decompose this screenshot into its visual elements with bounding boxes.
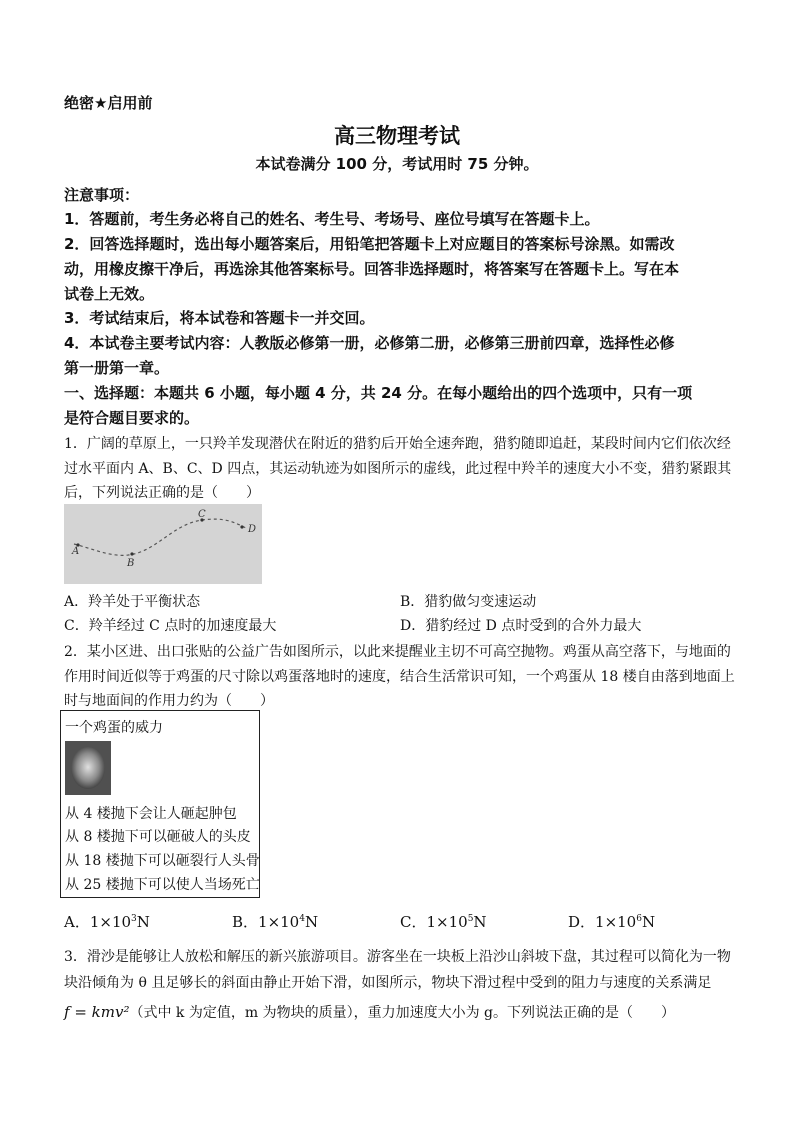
q2-stem-line-3: 时与地面间的作用力约为（ ） bbox=[64, 693, 274, 709]
confidential-mark: 绝密★启用前 bbox=[64, 94, 153, 112]
section-heading-line-2: 是符合题目要求的。 bbox=[64, 409, 200, 427]
option-label: D． bbox=[568, 913, 596, 931]
q1-stem-line-1: 1．广阔的草原上，一只羚羊发现潜伏在附近的猎豹后开始全速奔跑，猎豹随即追赶，某段时间内它们依次经 bbox=[64, 436, 731, 452]
q2-option-d[interactable] bbox=[568, 911, 655, 932]
trajectory-svg bbox=[64, 504, 262, 584]
q3-formula: f = kmv² bbox=[64, 1003, 130, 1021]
option-mantissa: 1×10 bbox=[595, 913, 637, 931]
poster-title: 一个鸡蛋的威力 bbox=[65, 720, 163, 736]
q1-option-b[interactable]: B．猎豹做匀变速运动 bbox=[400, 594, 537, 610]
q1-option-d[interactable]: D．猎豹经过 D 点时受到的合外力最大 bbox=[400, 618, 642, 634]
q2-stem-line-2: 作用时间近似等于鸡蛋的尺寸除以鸡蛋落地时的速度，结合生活常识可知，一个鸡蛋从 18 楼自由落到地面上 bbox=[64, 669, 735, 685]
option-mantissa: 1×10 bbox=[89, 913, 132, 931]
point-d-dot bbox=[240, 525, 243, 528]
q3-stem-line-2: 块沿倾角为 θ 且足够长的斜面由静止开始下滑，如图所示，物块下滑过程中受到的阻力与速度的关系满足 bbox=[64, 975, 712, 991]
option-exponent: 3 bbox=[131, 914, 137, 924]
option-label: B． bbox=[232, 913, 259, 931]
note-1: 1．答题前，考生务必将自己的姓名、考生号、考场号、座位号填写在答题卡上。 bbox=[64, 210, 600, 228]
option-mantissa: 1×10 bbox=[426, 913, 468, 931]
poster-line-4: 从 25 楼抛下可以使人当场死亡 bbox=[65, 877, 260, 893]
section-heading-line-1: 一、选择题：本题共 6 小题，每小题 4 分，共 24 分。在每小题给出的四个选项中，只有一项 bbox=[64, 384, 693, 402]
option-exponent: 6 bbox=[636, 914, 642, 924]
option-label: C． bbox=[400, 913, 427, 931]
note-3: 3．考试结束后，将本试卷和答题卡一并交回。 bbox=[64, 309, 375, 327]
page-title: 高三物理考试 bbox=[334, 124, 460, 148]
note-2-line-3: 试卷上无效。 bbox=[64, 285, 155, 303]
option-unit: N bbox=[136, 913, 150, 931]
option-unit: N bbox=[304, 913, 319, 931]
exam-subtitle: 本试卷满分 100 分，考试用时 75 分钟。 bbox=[255, 155, 539, 173]
egg-icon bbox=[65, 741, 111, 795]
option-unit: N bbox=[473, 913, 487, 931]
q2-option-c[interactable] bbox=[400, 911, 487, 932]
poster-line-1: 从 4 楼抛下会让人砸起肿包 bbox=[65, 806, 237, 822]
option-unit: N bbox=[641, 913, 656, 931]
label-b: B bbox=[127, 558, 135, 569]
poster-line-3: 从 18 楼抛下可以砸裂行人头骨 bbox=[65, 853, 260, 869]
option-mantissa: 1×10 bbox=[258, 913, 300, 931]
q1-option-a[interactable]: A．羚羊处于平衡状态 bbox=[64, 594, 201, 610]
q1-trajectory-figure bbox=[64, 504, 262, 584]
egg-poster bbox=[60, 710, 260, 898]
note-2-line-2: 动，用橡皮擦干净后，再选涂其他答案标号。回答非选择题时，将答案写在答题卡上。写在本 bbox=[64, 260, 680, 278]
q2-option-a[interactable] bbox=[64, 911, 150, 932]
option-exponent: 5 bbox=[467, 914, 474, 924]
label-c: C bbox=[198, 509, 206, 520]
q1-option-c[interactable]: C．羚羊经过 C 点时的加速度最大 bbox=[64, 618, 277, 634]
notes-heading: 注意事项： bbox=[64, 186, 140, 204]
option-exponent: 4 bbox=[299, 914, 305, 924]
q2-stem-line-1: 2．某小区进、出口张贴的公益广告如图所示，以此来提醒业主切不可高空抛物。鸡蛋从高空落下，与地面的 bbox=[64, 644, 731, 660]
label-a: A bbox=[72, 546, 80, 557]
trajectory-path bbox=[74, 519, 246, 555]
poster-line-2: 从 8 楼抛下可以砸破人的头皮 bbox=[65, 829, 251, 845]
q1-stem-line-3: 后，下列说法正确的是（ ） bbox=[64, 485, 260, 501]
egg-photo bbox=[65, 741, 111, 795]
note-2-line-1: 2．回答选择题时，选出每小题答案后，用铅笔把答题卡上对应题目的答案标号涂黑。如需改 bbox=[64, 235, 675, 253]
label-d: D bbox=[248, 524, 257, 535]
q1-stem-line-2: 过水平面内 A、B、C、D 四点，其运动轨迹为如图所示的虚线，此过程中羚羊的速度大小不变，猎豹紧跟其 bbox=[64, 461, 732, 477]
q3-stem-line-3 bbox=[64, 1002, 675, 1022]
note-4-line-1: 4．本试卷主要考试内容：人教版必修第一册，必修第二册，必修第三册前四章，选择性必修 bbox=[64, 334, 675, 352]
point-b-dot bbox=[130, 552, 133, 555]
q2-option-b[interactable] bbox=[232, 911, 318, 932]
option-label: A． bbox=[64, 913, 90, 931]
q3-stem-line-1: 3．滑沙是能够让人放松和解压的新兴旅游项目。游客坐在一块板上沿沙山斜坡下盘，其过程可以简化为一物 bbox=[64, 949, 731, 965]
note-4-line-2: 第一册第一章。 bbox=[64, 359, 170, 377]
q3-stem-tail: （式中 k 为定值，m 为物块的质量），重力加速度大小为 g。下列说法正确的是（ ） bbox=[129, 1005, 675, 1021]
